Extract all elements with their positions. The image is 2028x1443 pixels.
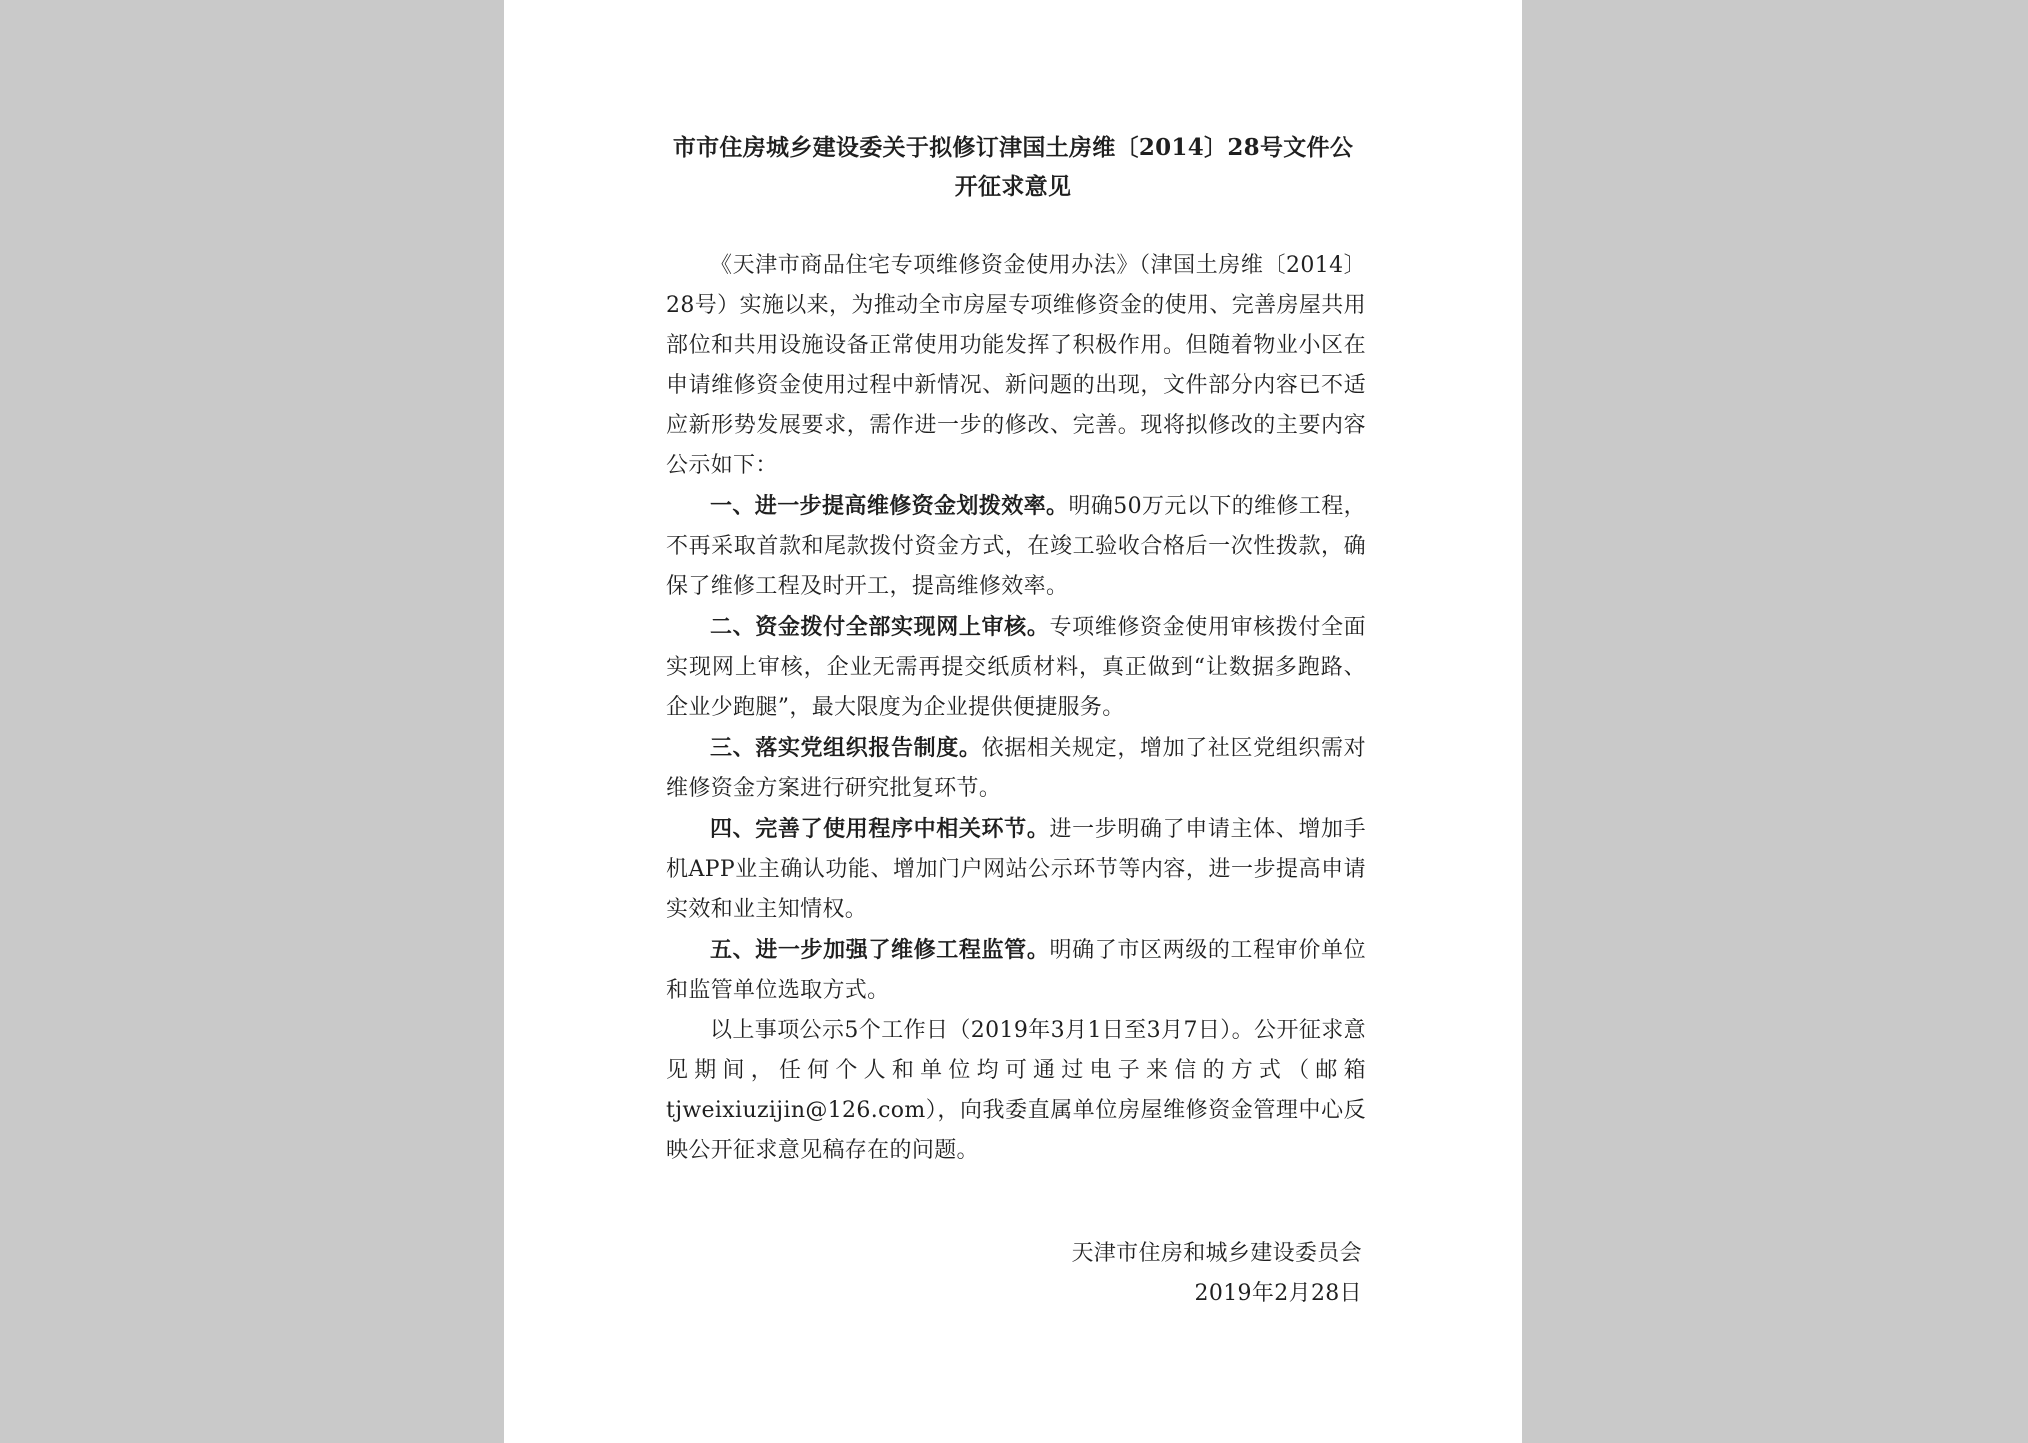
item-paragraph-1 bbox=[666, 486, 1366, 607]
document-page bbox=[504, 0, 1522, 1443]
signature-organization: 天津市住房和城乡建设委员会 bbox=[1071, 1241, 1362, 1266]
item-heading-5: 五、进一步加强了维修工程监管。 bbox=[710, 937, 1050, 963]
item-paragraph-4 bbox=[666, 809, 1366, 930]
item-paragraph-3 bbox=[666, 728, 1366, 809]
signature-block bbox=[1071, 1234, 1362, 1314]
item-paragraph-5 bbox=[666, 930, 1366, 1011]
item-heading-4: 四、完善了使用程序中相关环节。 bbox=[710, 816, 1050, 842]
item-heading-3: 三、落实党组织报告制度。 bbox=[710, 735, 982, 761]
document-body bbox=[666, 246, 1366, 1171]
item-body-5: 明确了市区两级的工程审价单位和监管单位选取方式。 bbox=[666, 938, 1366, 1003]
item-heading-1: 一、进一步提高维修资金划拨效率。 bbox=[710, 493, 1069, 519]
item-heading-2: 二、资金拨付全部实现网上审核。 bbox=[710, 614, 1050, 640]
signature-date: 2019年2月28日 bbox=[1194, 1281, 1362, 1306]
intro-paragraph: 《天津市商品住宅专项维修资金使用办法》（津国土房维〔2014〕28号）实施以来，为推动全市房屋专项维修资金的使用、完善房屋共用部位和共用设施设备正常使用功能发挥了积极作用。但随着物业小区在申请维修资金使用过程中新情况、新问题的出现，文件部分内容已不适应新形势发展要求，需作进一步的修改、完善。现将拟修改的主要内容公示如下： bbox=[666, 253, 1366, 478]
item-body-4: 进一步明确了申请主体、增加手机APP业主确认功能、增加门户网站公示环节等内容，进一步提高申请实效和业主知情权。 bbox=[666, 817, 1366, 922]
closing-paragraph: 以上事项公示5个工作日（2019年3月1日至3月7日）。公开征求意见期间，任何个人和单位均可通过电子来信的方式（邮箱 tjweixiuzijin@126.com），向我委直属单位房屋维修资金管理中心反映公开征求意见稿存在的问题。 bbox=[666, 1018, 1366, 1163]
item-body-2: 专项维修资金使用审核拨付全面实现网上审核，企业无需再提交纸质材料，真正做到“让数据多跑路、企业少跑腿”，最大限度为企业提供便捷服务。 bbox=[666, 615, 1366, 720]
item-paragraph-2 bbox=[666, 607, 1366, 728]
title-line-1: 市市住房城乡建设委关于拟修订津国土房维〔2014〕28号文件公 bbox=[672, 134, 1354, 161]
item-body-3: 依据相关规定，增加了社区党组织需对维修资金方案进行研究批复环节。 bbox=[666, 736, 1366, 801]
title-line-2: 开征求意见 bbox=[954, 173, 1072, 200]
item-body-1: 明确50万元以下的维修工程，不再采取首款和尾款拨付资金方式，在竣工验收合格后一次性拨款，确保了维修工程及时开工，提高维修效率。 bbox=[666, 494, 1366, 599]
document-title bbox=[504, 128, 1522, 206]
